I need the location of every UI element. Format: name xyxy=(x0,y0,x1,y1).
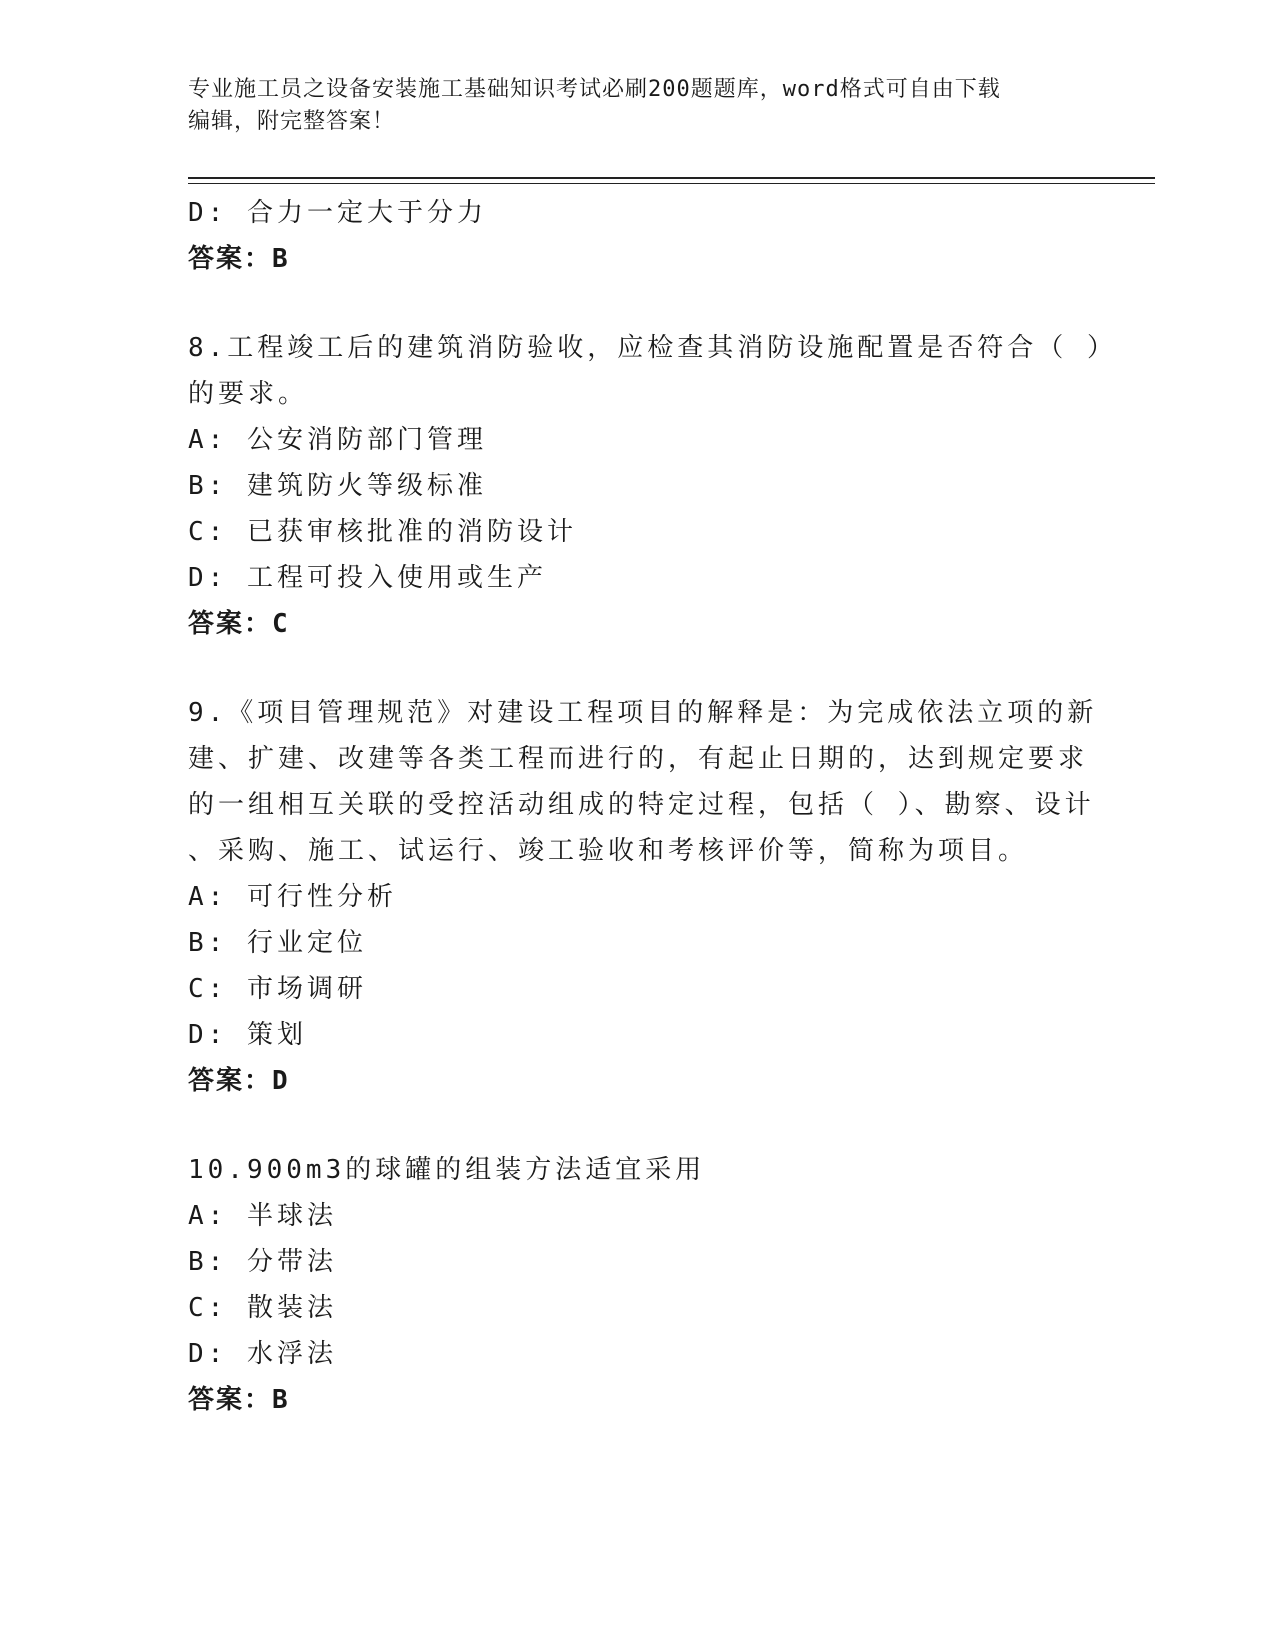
question-8 xyxy=(188,325,1117,647)
q9-stem-line: 建、扩建、改建等各类工程而进行的，有起止日期的，达到规定要求 xyxy=(188,744,1089,774)
prev-option-d: D: 合力一定大于分力 xyxy=(188,198,487,228)
question-9 xyxy=(188,690,1098,1104)
q9-stem-line: 、采购、施工、试运行、竣工验收和考核评价等，简称为项目。 xyxy=(188,836,1029,866)
header-divider-thick xyxy=(188,177,1155,179)
prev-answer: 答案：B xyxy=(188,244,290,274)
q9-option-c: C: 市场调研 xyxy=(188,974,367,1004)
q8-stem-line: 8.工程竣工后的建筑消防验收，应检查其消防设施配置是否符合（ ） xyxy=(188,333,1117,363)
spacer xyxy=(188,1104,1088,1147)
question-10 xyxy=(188,1147,1088,1423)
q8-option-b: B: 建筑防火等级标准 xyxy=(188,471,487,501)
q10-answer: 答案：B xyxy=(188,1385,290,1415)
spacer xyxy=(188,647,1088,690)
header-divider-thin xyxy=(188,183,1155,184)
q9-stem-line: 9.《项目管理规范》对建设工程项目的解释是：为完成依法立项的新 xyxy=(188,698,1098,728)
q8-option-c: C: 已获审核批准的消防设计 xyxy=(188,517,577,547)
q10-option-c: C: 散装法 xyxy=(188,1293,337,1323)
q10-option-b: B: 分带法 xyxy=(188,1247,337,1277)
spacer xyxy=(188,282,1088,325)
header-line-2: 编辑，附完整答案！ xyxy=(188,109,396,134)
q9-option-d: D: 策划 xyxy=(188,1020,307,1050)
q8-option-a: A: 公安消防部门管理 xyxy=(188,425,487,455)
question-content xyxy=(188,190,1117,1423)
q8-answer: 答案：C xyxy=(188,609,290,639)
q8-stem-line: 的要求。 xyxy=(188,379,309,409)
q10-option-a: A: 半球法 xyxy=(188,1201,337,1231)
q8-option-d: D: 工程可投入使用或生产 xyxy=(188,563,547,593)
header-line-1: 专业施工员之设备安装施工基础知识考试必刷200题题库，word格式可自由下载 xyxy=(188,77,1001,102)
q9-option-a: A: 可行性分析 xyxy=(188,882,397,912)
q9-option-b: B: 行业定位 xyxy=(188,928,367,958)
q10-stem-line: 10.900m3的球罐的组装方法适宜采用 xyxy=(188,1155,706,1185)
q9-answer: 答案：D xyxy=(188,1066,290,1096)
document-header xyxy=(188,74,1088,138)
q10-option-d: D: 水浮法 xyxy=(188,1339,337,1369)
q9-stem-line: 的一组相互关联的受控活动组成的特定过程，包括（ ）、勘察、设计 xyxy=(188,790,1095,820)
